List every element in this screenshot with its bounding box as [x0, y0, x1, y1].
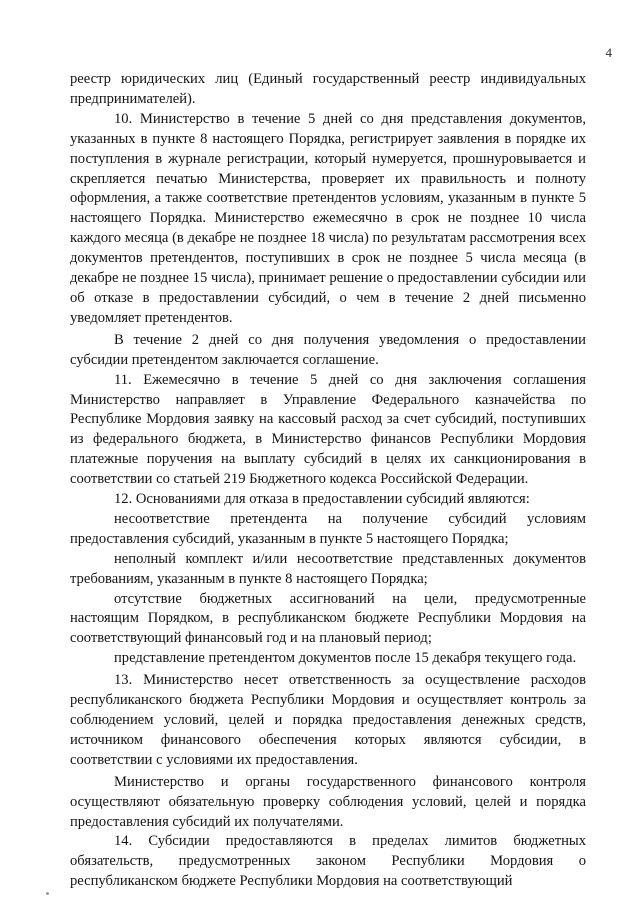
paragraph-agreement-term: В течение 2 дней со дня получения уведомления о предоставлении субсидии претендентом заключается соглашение.	[70, 331, 586, 368]
paragraph-item-12: 12. Основаниями для отказа в предоставлении субсидий являются:	[114, 491, 530, 508]
paragraph-item-14: 14. Субсидии предоставляются в пределах лимитов бюджетных обязательств, предусмотренных законом Республики Мордовия о республиканском бюджете Республики Мордовия на соответствующий	[70, 833, 586, 890]
paragraph-item-11: 11. Ежемесячно в течение 5 дней со дня заключения соглашения Министерство направляет в Управление Федерального казначейства по Республике Мордовия заявку на кассовый расход за счет субсидий, поступивших из федерального бюджета, в Министерство финансов Республики Мордовия платежные поручения на выплату субсидий в целях их санкционирования в соответствии со статьей 219 Бюджетного кодекса Российской Федерации.	[70, 371, 586, 488]
paragraph-financial-control: Министерство и органы государственного финансового контроля осуществляют обязательную проверку соблюдения условий, целей и порядка предоставления субсидий их получателями.	[70, 773, 586, 830]
paragraph-refusal-reason-1: несоответствие претендента на получение субсидий условиям предоставления субсидий, указанным в пункте 5 настоящего Порядка;	[70, 510, 586, 547]
page-number: 4	[605, 45, 612, 60]
scan-speck	[46, 892, 49, 895]
paragraph-registry-end: реестр юридических лиц (Единый государственный реестр индивидуальных предпринимателей).	[70, 71, 586, 107]
paragraph-refusal-reason-4: представление претендентом документов после 15 декабря текущего года.	[114, 650, 577, 667]
paragraph-item-10: 10. Министерство в течение 5 дней со дня представления документов, указанных в пункте 8 настоящего Порядка, регистрирует заявления в порядке их поступления в журнале регистрации, который нумеруется, прошнуровывается и скрепляется печатью Министерства, проверяет их правильность и полноту оформления, а также соответствие претендентов условиям, указанным в пункте 5 настоящего Порядка. Министерство ежемесячно в срок не позднее 10 числа каждого месяца (в декабре не позднее 18 числа) по результатам рассмотрения всех документов претендентов, поступивших в срок не позднее 5 числа месяца (в декабре не позднее 15 числа), принимает решение о предоставлении субсидии или об отказе в предоставлении субсидий, о чем в течение 2 дней письменно уведомляет претендентов.	[70, 110, 586, 326]
document-body	[70, 70, 586, 892]
paragraph-item-13: 13. Министерство несет ответственность за осуществление расходов республиканского бюджета Республики Мордовия и осуществляет контроль за соблюдением условий, целей и порядка предоставления денежных средств, источником финансового обеспечения которых являются субсидии, в соответствии с условиями их предоставления.	[70, 672, 586, 768]
paragraph-refusal-reason-2: неполный комплект и/или несоответствие представленных документов требованиям, указанным в пункте 8 настоящего Порядка;	[70, 550, 586, 587]
paragraph-refusal-reason-3: отсутствие бюджетных ассигнований на цели, предусмотренные настоящим Порядком, в республиканском бюджете Республики Мордовия на соответствующий финансовый год и на плановый период;	[70, 590, 586, 647]
